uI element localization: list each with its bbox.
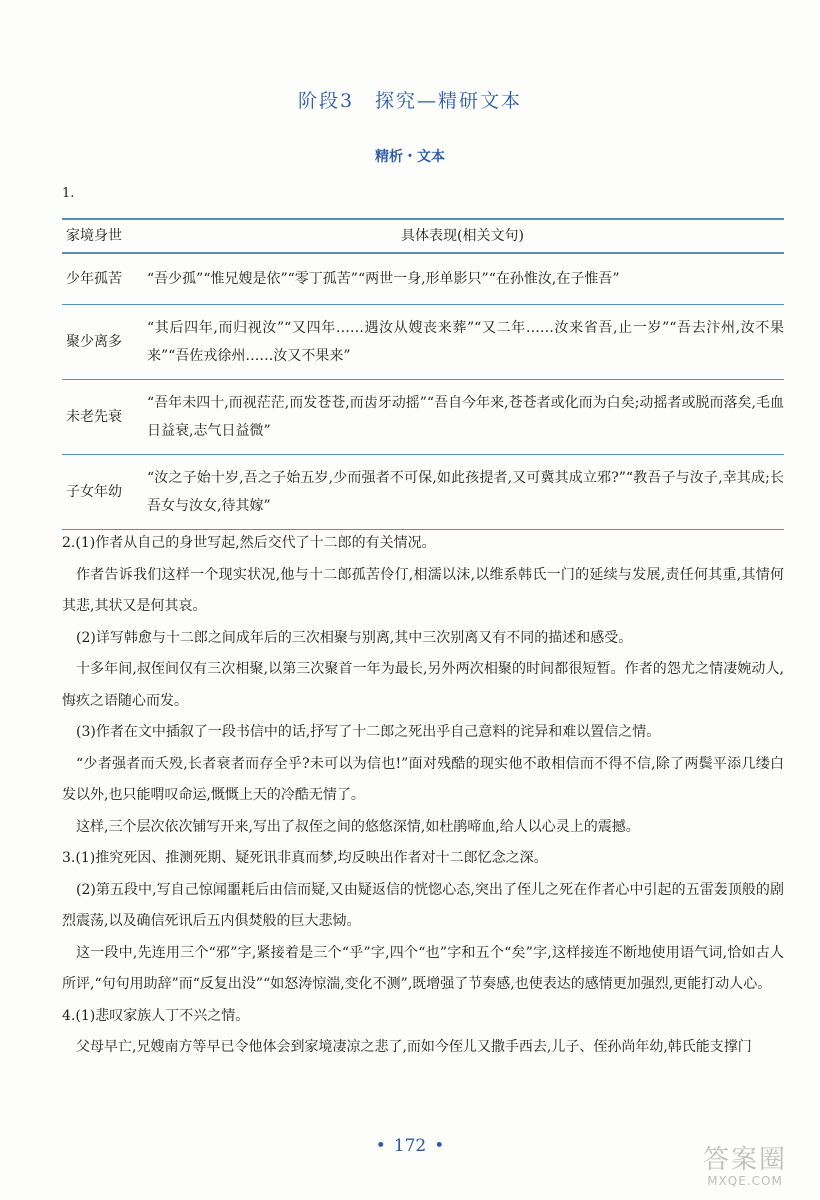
section-subtitle: 精析・文本 (375, 149, 445, 165)
column-header: 具体表现(相关文句) (141, 219, 784, 253)
table-cell-quotes: “其后四年,而归视汝”“又四年……遇汝从嫂丧来葬”“又二年……汝来省吾,止一岁”“吾去汴州,汝不果来”“吾佐戎徐州……汝又不果来” (141, 305, 784, 380)
paragraph: 3.(1)推究死因、推测死期、疑死讯非真而梦,均反映出作者对十二郎忆念之深。 (62, 850, 548, 866)
column-header: 家境身世 (62, 219, 141, 253)
watermark-logo (690, 1146, 800, 1194)
table-row (62, 380, 784, 455)
paragraph: 2.(1)作者从自己的身世写起,然后交代了十二郎的有关情况。 (62, 535, 436, 551)
table-cell-quotes: “汝之子始十岁,吾之子始五岁,少而强者不可保,如此孩提者,又可冀其成立邪?”“教吾子与汝子,幸其成;长吾女与汝女,待其嫁” (141, 455, 784, 530)
paragraph: 这一段中,先连用三个“邪”字,紧接着是三个“乎”字,四个“也”字和五个“矣”字,这样接连不断地使用语气词,恰如古人所评,“句句用助辞”而“反复出没”“如怒涛惊湍,变化不测”,既增强了节奏感,也使表达的感情更加强烈,更能打动人心。 (62, 944, 784, 992)
paragraph: 4.(1)悲叹家族人丁不兴之情。 (62, 1007, 250, 1024)
table-cell-quotes: “吾年未四十,而视茫茫,而发苍苍,而齿牙动摇”“吾自今年来,苍苍者或化而为白矣;动摇者或脱而落矣,毛血日益衰,志气日益微” (141, 380, 784, 455)
table-row (62, 253, 784, 305)
table-cell-category: 聚少离多 (62, 305, 141, 380)
paragraph: “少者强者而夭殁,长者衰者而存全乎?未可以为信也!”面对残酷的现实他不敢相信而不得不信,除了两鬓平添几缕白发以外,也只能喟叹命运,慨慨上天的冷酷无情了。 (62, 755, 784, 803)
watermark-mark: 答案圈 (702, 1145, 787, 1175)
question-number: 1. (62, 186, 75, 201)
table-cell-quotes: “吾少孤”“惟兄嫂是依”“零丁孤苦”“两世一身,形单影只”“在孙惟汝,在子惟吾” (141, 253, 784, 305)
paragraph: 父母早亡,兄嫂南方等早已令他体会到家境凄凉之悲了,而如今侄儿又撒手西去,儿子、侄孙尚年幼,韩氏能支撑门 (76, 1039, 752, 1055)
table-header-row (62, 219, 784, 253)
paragraph: 十多年间,叔侄间仅有三次相聚,以第三次聚首一年为最长,另外两次相聚的时间都很短暂。作者的怨尤之情凄婉动人,悔疚之语随心而发。 (62, 661, 784, 709)
bullet-icon: • (434, 1136, 445, 1156)
paragraph: (2)第五段中,写自己惊闻噩耗后由信而疑,又由疑返信的恍惚心态,突出了侄儿之死在作者心中引起的五雷轰顶般的剧烈震荡,以及确信死讯后五内俱焚般的巨大悲恸。 (62, 881, 784, 929)
watermark-url: MXQE.COM (707, 1174, 783, 1188)
paragraph: 这样,三个层次依次铺写开来,写出了叔侄之间的悠悠深情,如杜鹃啼血,给人以心灵上的震撼。 (76, 818, 640, 835)
section-title: 阶段3 探究—精研文本 (297, 90, 523, 112)
table-cell-category: 未老先衰 (62, 380, 141, 455)
table-cell-category: 子女年幼 (62, 455, 141, 530)
table-row (62, 455, 784, 530)
table-row (62, 305, 784, 380)
table-cell-category: 少年孤苦 (62, 253, 141, 305)
paragraph: (2)详写韩愈与十二郎之间成年后的三次相聚与别离,其中三次别离又有不同的描述和感受。 (76, 629, 633, 646)
family-background-table (62, 218, 784, 530)
answer-body (62, 528, 784, 1064)
page-number-text: 172 (393, 1136, 427, 1156)
paragraph: (3)作者在文中插叙了一段书信中的话,抒写了十二郎之死出乎自己意料的诧异和难以置信之情。 (76, 724, 661, 740)
bullet-icon: • (375, 1136, 386, 1156)
paragraph: 作者告诉我们这样一个现实状况,他与十二郎孤苦伶仃,相濡以沫,以维系韩氏一门的延续与发展,责任何其重,其情何其悲,其状又是何其哀。 (62, 566, 784, 614)
